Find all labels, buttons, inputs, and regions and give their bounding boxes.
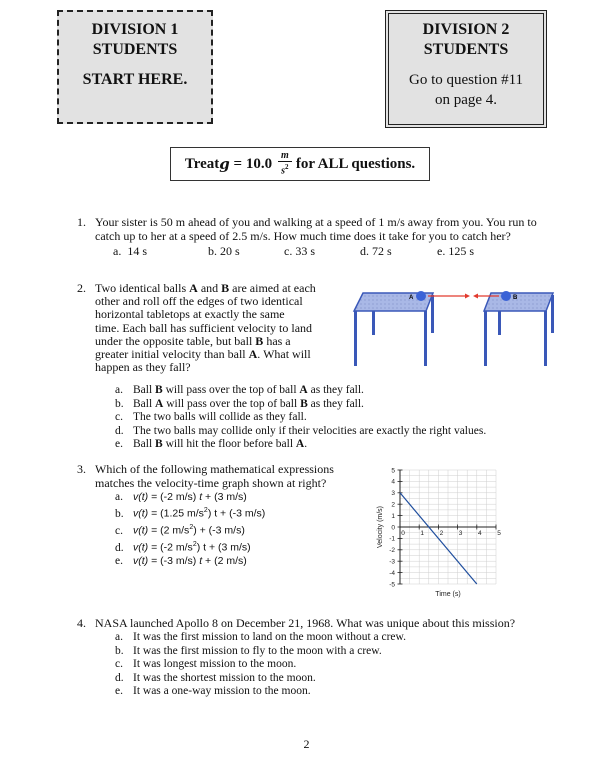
div1-line1: DIVISION 1 xyxy=(91,21,179,38)
div1-line2: STUDENTS xyxy=(92,41,178,58)
velocity-time-chart xyxy=(360,462,510,602)
y-tick-label: 0 xyxy=(391,524,395,532)
q2-text: Two identical balls A and B are aimed at each other and roll off the edges of two identical horizontal tabletops at exactly the same time. Each ball has sufficient velocity to land under the opposite table, but ball B has a greater initial velocity than ball A. What will happen as they fall? xyxy=(95,281,316,375)
g-value: = 10.0 xyxy=(229,155,276,172)
q4-option-e[interactable]: e. It was a one-way mission to the moon. xyxy=(115,685,311,697)
y-tick-label: 2 xyxy=(391,501,395,509)
q3-text: Which of the following mathematical expressions matches the velocity-time graph shown at right? xyxy=(95,462,334,490)
arrow-b-head xyxy=(473,294,478,299)
division-1-box xyxy=(57,10,213,124)
q4-option-d[interactable]: d. It was the shortest mission to the moon. xyxy=(115,671,316,684)
g-units-numerator: m xyxy=(280,150,289,162)
q3-option-d[interactable]: d. v(t) = (-2 $m/s^2$) t + (3 m/s) xyxy=(115,541,251,554)
q3-number: 3. xyxy=(77,462,86,476)
y-axis-label: Velocity (m/s) xyxy=(377,505,384,549)
q2-option-b[interactable]: b. Ball A will pass over the top of ball B as they fall. xyxy=(115,397,364,410)
y-tick-label: 4 xyxy=(391,478,395,486)
q1-text: Your sister is 50 m ahead of you and walking at a speed of 1 m/s away from you. You run to catch up to her at a speed of 2.5 m/s. How much time does it take for you to catch her? xyxy=(95,215,537,243)
question-1 xyxy=(77,216,552,259)
q4-option-c[interactable]: c. It was longest mission to the moon. xyxy=(115,658,297,670)
division-2-box xyxy=(385,10,547,128)
q1-option-e[interactable]: e. 125 s xyxy=(437,244,474,258)
q3-option-c[interactable]: c. v(t) = (2 $m/s^2) + (-3$ m/s) xyxy=(115,524,245,537)
q1-option-b[interactable]: b. 20 s xyxy=(208,244,240,258)
y-tick-label: 5 xyxy=(391,467,395,475)
q4-text: NASA launched Apollo 8 on December 21, 1968. What was unique about this mission? xyxy=(95,616,516,630)
q4-option-b[interactable]: b. It was the first mission to fly to the moon with a crew. xyxy=(115,644,382,657)
div2-line2: STUDENTS xyxy=(423,41,509,58)
q1-options xyxy=(113,245,552,259)
q2-number: 2. xyxy=(77,281,86,295)
g-units xyxy=(278,151,292,176)
y-tick-label: -4 xyxy=(389,569,395,577)
x-tick-label: 1 xyxy=(420,530,425,537)
q2-option-d[interactable]: d. The two balls may collide only if their velocities are exactly the right values. xyxy=(115,424,487,437)
q2-option-c[interactable]: c. The two balls will collide as they fall. xyxy=(115,411,307,423)
q2-option-a[interactable]: a. Ball B will pass over the top of ball A as they fall. xyxy=(115,384,364,396)
q3-option-e[interactable]: e. v(t) = (-3 m/s) t + (2 m/s) xyxy=(115,555,247,568)
ball-a-label: A xyxy=(409,295,414,301)
y-tick-label: 3 xyxy=(391,490,395,498)
div2-line4: on page 4. xyxy=(434,92,498,108)
g-symbol: g xyxy=(219,155,230,173)
div2-line3: Go to question #11 xyxy=(408,72,524,88)
q3-options xyxy=(115,491,355,569)
q2-options xyxy=(115,384,585,452)
two-tables-figure xyxy=(348,283,558,373)
ball-a-icon xyxy=(416,291,426,301)
q4-options xyxy=(115,631,555,699)
g-note-pre: Treat xyxy=(184,155,220,172)
question-2 xyxy=(77,282,352,374)
page-number: 2 xyxy=(303,737,310,751)
question-4 xyxy=(77,617,557,631)
ball-b-icon xyxy=(501,291,511,301)
div2-line1: DIVISION 2 xyxy=(422,21,510,38)
q1-option-d[interactable]: d. 72 s xyxy=(360,244,392,258)
y-tick-label: -5 xyxy=(389,581,395,589)
y-tick-label: -3 xyxy=(389,558,395,566)
div1-line3: START HERE. xyxy=(82,71,188,88)
x-tick-label: 2 xyxy=(439,530,444,537)
q4-option-a[interactable]: a. It was the first mission to land on the moon without a crew. xyxy=(115,631,406,643)
g-note-post: for ALL questions. xyxy=(295,155,416,172)
g-units-exponent: 2 xyxy=(285,163,289,172)
q4-number: 4. xyxy=(77,616,86,630)
right-table xyxy=(484,293,554,366)
arrow-a-head xyxy=(465,294,470,299)
gravity-note xyxy=(170,147,430,181)
q1-option-a[interactable]: a. 14 s xyxy=(113,244,147,258)
x-tick-label: 5 xyxy=(497,530,501,537)
q1-number: 1. xyxy=(77,215,86,229)
x-tick-label: 4 xyxy=(477,530,482,537)
q2-option-e[interactable]: e. Ball B will hit the floor before ball A. xyxy=(115,438,308,450)
x-axis-label: Time (s) xyxy=(435,591,461,598)
question-3 xyxy=(77,463,362,490)
q3-option-a[interactable]: a. v(t) = (-2 m/s) t + (3 m/s) xyxy=(115,491,247,503)
ball-b-label: B xyxy=(513,295,518,301)
x-tick-label: 0 xyxy=(401,530,405,537)
q1-option-c[interactable]: c. 33 s xyxy=(284,244,315,258)
y-tick-label: -1 xyxy=(389,535,395,543)
x-tick-label: 3 xyxy=(458,530,463,537)
y-tick-label: 1 xyxy=(391,512,395,520)
left-table xyxy=(354,293,434,366)
q3-option-b[interactable]: b. v(t) = (1.25 $m/s^2$) t + (-3 m/s) xyxy=(115,507,266,520)
y-tick-label: -2 xyxy=(389,547,395,555)
g-units-denominator: s xyxy=(281,165,286,177)
